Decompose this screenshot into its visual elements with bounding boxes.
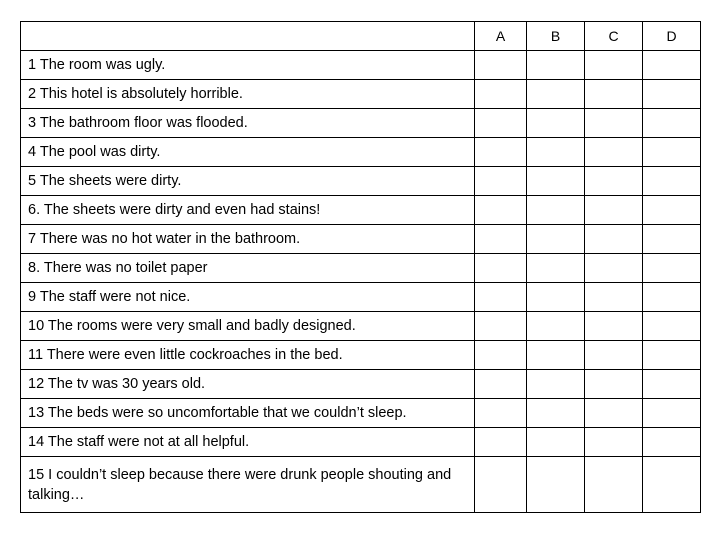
table-row [21, 196, 701, 225]
cell-9-d[interactable] [643, 283, 701, 312]
cell-11-c[interactable] [585, 341, 643, 370]
table-row [21, 370, 701, 399]
table-row [21, 341, 701, 370]
statement-2: 2 This hotel is absolutely horrible. [21, 80, 475, 109]
cell-11-a[interactable] [475, 341, 527, 370]
cell-7-a[interactable] [475, 225, 527, 254]
cell-2-c[interactable] [585, 80, 643, 109]
cell-10-b[interactable] [527, 312, 585, 341]
cell-7-b[interactable] [527, 225, 585, 254]
table-row [21, 254, 701, 283]
cell-12-c[interactable] [585, 370, 643, 399]
cell-6-b[interactable] [527, 196, 585, 225]
cell-3-a[interactable] [475, 109, 527, 138]
cell-8-b[interactable] [527, 254, 585, 283]
statement-3: 3 The bathroom floor was flooded. [21, 109, 475, 138]
table-row [21, 167, 701, 196]
table-row [21, 80, 701, 109]
statement-11: 11 There were even little cockroaches in the bed. [21, 341, 475, 370]
cell-9-c[interactable] [585, 283, 643, 312]
statement-5: 5 The sheets were dirty. [21, 167, 475, 196]
cell-4-d[interactable] [643, 138, 701, 167]
cell-14-d[interactable] [643, 428, 701, 457]
cell-1-a[interactable] [475, 51, 527, 80]
cell-1-c[interactable] [585, 51, 643, 80]
cell-2-d[interactable] [643, 80, 701, 109]
cell-11-d[interactable] [643, 341, 701, 370]
cell-2-a[interactable] [475, 80, 527, 109]
cell-15-d[interactable] [643, 457, 701, 513]
cell-13-a[interactable] [475, 399, 527, 428]
cell-4-b[interactable] [527, 138, 585, 167]
cell-12-a[interactable] [475, 370, 527, 399]
statement-9: 9 The staff were not nice. [21, 283, 475, 312]
cell-9-a[interactable] [475, 283, 527, 312]
header-c: C [585, 22, 643, 51]
statement-12: 12 The tv was 30 years old. [21, 370, 475, 399]
statement-4: 4 The pool was dirty. [21, 138, 475, 167]
statement-6: 6. The sheets were dirty and even had stains! [21, 196, 475, 225]
cell-5-c[interactable] [585, 167, 643, 196]
cell-6-a[interactable] [475, 196, 527, 225]
cell-8-d[interactable] [643, 254, 701, 283]
cell-13-d[interactable] [643, 399, 701, 428]
table-row [21, 225, 701, 254]
rating-table [20, 21, 701, 513]
header-b: B [527, 22, 585, 51]
cell-15-a[interactable] [475, 457, 527, 513]
table-row [21, 138, 701, 167]
cell-7-d[interactable] [643, 225, 701, 254]
cell-3-c[interactable] [585, 109, 643, 138]
cell-14-a[interactable] [475, 428, 527, 457]
table-row [21, 428, 701, 457]
cell-14-b[interactable] [527, 428, 585, 457]
table-row [21, 457, 701, 513]
cell-9-b[interactable] [527, 283, 585, 312]
cell-10-d[interactable] [643, 312, 701, 341]
statement-10: 10 The rooms were very small and badly designed. [21, 312, 475, 341]
statement-1: 1 The room was ugly. [21, 51, 475, 80]
cell-4-a[interactable] [475, 138, 527, 167]
cell-4-c[interactable] [585, 138, 643, 167]
cell-10-c[interactable] [585, 312, 643, 341]
header-d: D [643, 22, 701, 51]
cell-6-d[interactable] [643, 196, 701, 225]
cell-14-c[interactable] [585, 428, 643, 457]
table-row [21, 283, 701, 312]
cell-1-d[interactable] [643, 51, 701, 80]
table-row [21, 399, 701, 428]
cell-12-b[interactable] [527, 370, 585, 399]
cell-15-b[interactable] [527, 457, 585, 513]
table-row [21, 51, 701, 80]
statement-13: 13 The beds were so uncomfortable that we couldn’t sleep. [21, 399, 475, 428]
header-statement [21, 22, 475, 51]
cell-12-d[interactable] [643, 370, 701, 399]
cell-3-d[interactable] [643, 109, 701, 138]
table-row [21, 109, 701, 138]
cell-1-b[interactable] [527, 51, 585, 80]
table-row [21, 312, 701, 341]
statement-7: 7 There was no hot water in the bathroom. [21, 225, 475, 254]
cell-5-d[interactable] [643, 167, 701, 196]
cell-6-c[interactable] [585, 196, 643, 225]
header-a: A [475, 22, 527, 51]
cell-11-b[interactable] [527, 341, 585, 370]
cell-10-a[interactable] [475, 312, 527, 341]
cell-8-c[interactable] [585, 254, 643, 283]
statement-14: 14 The staff were not at all helpful. [21, 428, 475, 457]
cell-7-c[interactable] [585, 225, 643, 254]
cell-5-a[interactable] [475, 167, 527, 196]
statement-15: 15 I couldn’t sleep because there were drunk people shouting and talking… [21, 457, 475, 513]
header-row [21, 22, 701, 51]
cell-13-c[interactable] [585, 399, 643, 428]
cell-2-b[interactable] [527, 80, 585, 109]
statement-8: 8. There was no toilet paper [21, 254, 475, 283]
cell-15-c[interactable] [585, 457, 643, 513]
cell-3-b[interactable] [527, 109, 585, 138]
cell-5-b[interactable] [527, 167, 585, 196]
cell-13-b[interactable] [527, 399, 585, 428]
cell-8-a[interactable] [475, 254, 527, 283]
